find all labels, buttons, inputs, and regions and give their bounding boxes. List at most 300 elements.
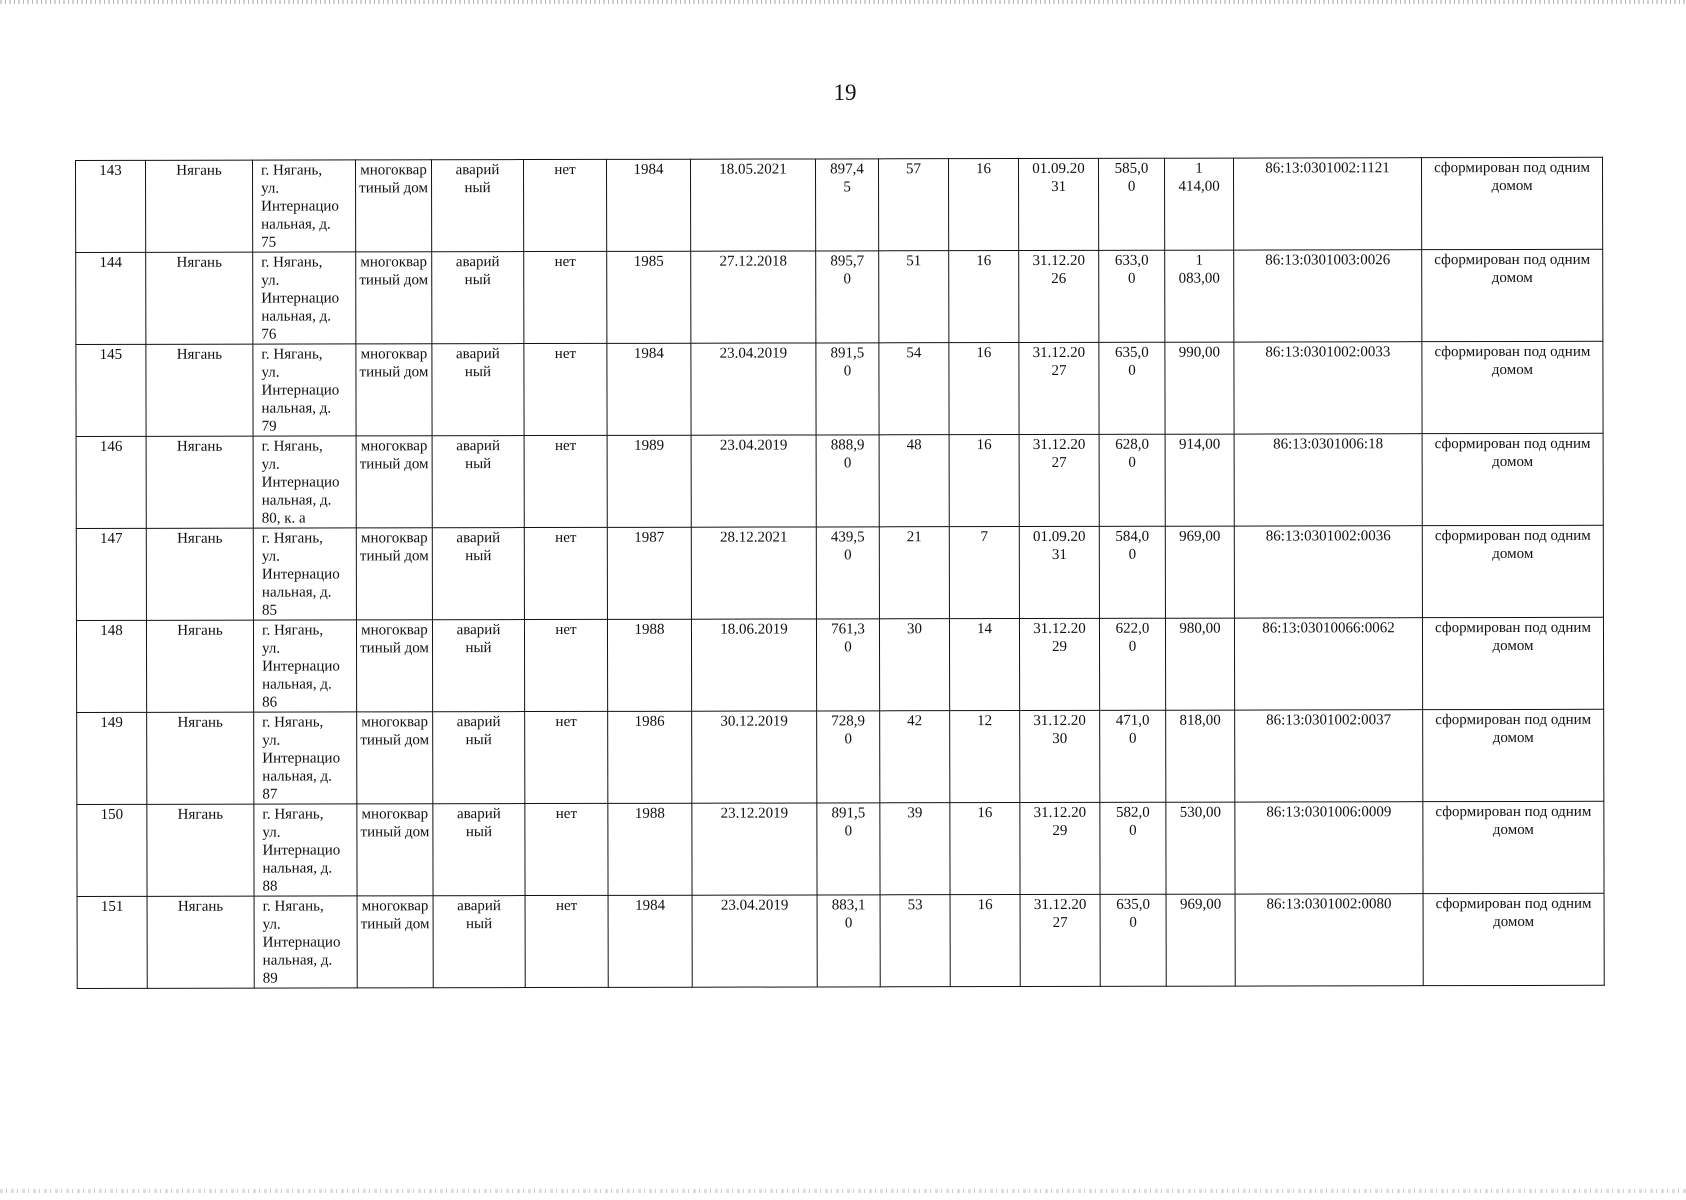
cell-flag: нет	[524, 435, 607, 527]
cell-area-total-line: 969,00	[1179, 896, 1222, 913]
cell-address-line: г. Нягань,	[262, 714, 324, 731]
cell-deadline	[1020, 894, 1100, 986]
cell-area-total-line: 414,00	[1178, 178, 1220, 195]
cell-area-line: 728,9	[831, 713, 866, 730]
cell-area-total-line: 1	[1195, 252, 1203, 269]
cell-area-line: 883,1	[831, 897, 866, 914]
cell-row-number: 143	[76, 160, 146, 252]
cell-residents: 51	[879, 251, 949, 343]
cell-year: 1984	[608, 895, 692, 987]
cell-address-line: ул.	[262, 824, 281, 841]
cell-building-type	[357, 712, 433, 804]
table-row	[76, 617, 1603, 712]
cell-row-number: 144	[76, 252, 146, 344]
cell-address-line: г. Нягань,	[262, 806, 324, 823]
cell-land-status: сформирован под одним домом	[1422, 341, 1603, 433]
cell-building-type-line: тиный дом	[359, 364, 429, 381]
cell-building-type	[356, 344, 432, 436]
cell-address	[253, 252, 356, 344]
cell-cadastral-number: 86:13:0301002:1121	[1233, 158, 1421, 250]
cell-area-land-line: 0	[1129, 914, 1137, 931]
cell-cadastral-number: 86:13:0301003:0026	[1234, 250, 1422, 342]
cell-area-line: 0	[844, 731, 852, 748]
cell-residents: 54	[879, 343, 949, 435]
cell-area-total-line: 083,00	[1178, 270, 1220, 287]
cell-deadline-line: 27	[1051, 454, 1067, 471]
cell-building-type-line: тиный дом	[360, 640, 429, 657]
cell-address-line: 87	[262, 786, 278, 803]
cell-area-land-line: 0	[1127, 178, 1136, 195]
cell-building-type-line: тиный дом	[359, 548, 429, 565]
cell-area-land-line: 471,0	[1115, 712, 1150, 729]
cell-area-total-line: 914,00	[1178, 436, 1221, 453]
cell-residents: 48	[879, 435, 949, 527]
cell-area-total	[1165, 342, 1234, 434]
cell-apartments: 16	[949, 343, 1019, 435]
cell-row-number: 147	[76, 528, 146, 620]
cell-address-line: ул.	[261, 364, 280, 381]
cell-address	[254, 804, 357, 896]
cell-area-total	[1166, 802, 1235, 894]
scan-edge-top	[0, 0, 1686, 4]
cell-row-number: 146	[76, 436, 146, 528]
cell-area-land-line: 584,0	[1115, 528, 1150, 545]
cell-residents: 42	[880, 711, 950, 803]
cell-flag: нет	[524, 251, 607, 343]
cell-year: 1989	[607, 435, 691, 527]
cell-deadline-line: 31	[1051, 178, 1067, 195]
cell-year: 1988	[608, 803, 692, 895]
cell-date: 23.04.2019	[692, 895, 817, 987]
cell-area-total	[1166, 710, 1235, 802]
cell-deadline	[1019, 250, 1099, 342]
cell-building-type-line: многоквар	[360, 254, 428, 271]
cell-area-land	[1099, 342, 1165, 434]
cell-area	[817, 711, 880, 803]
cell-address-line: ул.	[261, 272, 280, 289]
cell-building-type-line: многоквар	[360, 438, 428, 455]
cell-condition	[432, 160, 524, 252]
cell-address	[254, 896, 357, 988]
cell-address-line: 75	[261, 234, 277, 251]
table-row	[76, 249, 1603, 344]
cell-cadastral-number: 86:13:03010066:0062	[1234, 618, 1422, 710]
cell-land-status: сформирован под одним домом	[1422, 525, 1603, 617]
cell-building-type	[357, 804, 433, 896]
cell-area-line: 439,5	[830, 529, 865, 546]
cell-residents: 21	[879, 527, 949, 619]
cell-building-type	[356, 620, 432, 712]
table-row	[76, 433, 1603, 528]
cell-year: 1987	[607, 527, 691, 619]
cell-year: 1984	[606, 159, 690, 251]
cell-apartments: 14	[949, 619, 1019, 711]
cell-condition-line: аварий	[455, 162, 500, 179]
cell-address-line: нальная, д.	[262, 768, 332, 785]
cell-area-line: 891,5	[831, 805, 866, 822]
cell-address-line: нальная, д.	[261, 400, 332, 417]
cell-land-status: сформирован под одним домом	[1423, 801, 1604, 893]
cell-deadline-line: 01.09.20	[1033, 528, 1086, 545]
cell-condition	[432, 436, 524, 528]
cell-condition-line: аварий	[456, 530, 501, 547]
cell-area-land	[1099, 618, 1165, 710]
cell-address-line: Интернацио	[262, 750, 341, 767]
cell-address-line: ул.	[261, 548, 280, 565]
cell-city: Нягань	[147, 712, 254, 804]
cell-building-type-line: многоквар	[360, 162, 427, 179]
cell-city: Нягань	[146, 528, 253, 620]
cell-apartments: 16	[950, 895, 1020, 987]
cell-area	[817, 895, 880, 987]
cell-area-total	[1164, 158, 1233, 250]
cell-residents: 30	[879, 619, 949, 711]
cell-address	[253, 436, 356, 528]
cell-cadastral-number: 86:13:0301006:0009	[1235, 802, 1423, 894]
cell-area-total-line: 530,00	[1179, 804, 1222, 821]
cell-land-status: сформирован под одним домом	[1423, 709, 1604, 801]
table-row	[76, 157, 1603, 252]
cell-deadline-line: 31.12.20	[1033, 804, 1087, 821]
cell-deadline-line: 31.12.20	[1033, 896, 1087, 913]
cell-deadline	[1019, 434, 1099, 526]
cell-condition-line: ный	[464, 180, 491, 197]
cell-row-number: 149	[77, 712, 147, 804]
cell-condition-line: ный	[465, 456, 492, 473]
cell-row-number: 148	[76, 620, 146, 712]
cell-residents: 39	[880, 803, 950, 895]
cell-area-land-line: 0	[1128, 638, 1137, 655]
cell-area	[816, 527, 879, 619]
cell-condition-line: аварий	[456, 622, 501, 639]
cell-apartments: 16	[949, 435, 1019, 527]
cell-deadline	[1019, 342, 1099, 434]
cell-address-line: Интернацио	[261, 198, 339, 215]
cell-deadline-line: 30	[1052, 730, 1068, 747]
cell-condition-line: аварий	[456, 438, 500, 455]
cell-condition	[433, 712, 525, 804]
cell-area-land-line: 0	[1128, 730, 1137, 747]
cell-condition	[432, 528, 524, 620]
cell-condition-line: ный	[465, 824, 492, 841]
cell-deadline	[1019, 618, 1099, 710]
cell-area	[817, 803, 880, 895]
cell-area	[816, 251, 879, 343]
cell-building-type-line: многоквар	[360, 346, 428, 363]
cell-land-status: сформирован под одним домом	[1422, 249, 1603, 341]
cell-address-line: нальная, д.	[262, 952, 333, 969]
cell-address-line: Интернацио	[261, 382, 340, 399]
cell-deadline-line: 31.12.20	[1032, 344, 1086, 361]
cell-condition-line: ный	[465, 548, 492, 565]
page-number: 19	[833, 80, 857, 105]
cell-land-status: сформирован под одним домом	[1423, 893, 1604, 985]
cell-flag: нет	[524, 527, 607, 619]
cell-area-total-line: 1	[1195, 160, 1203, 177]
cell-condition-line: аварий	[456, 806, 501, 823]
cell-deadline-line: 31.12.20	[1033, 620, 1086, 637]
cell-area	[816, 343, 879, 435]
cell-condition-line: ный	[465, 732, 492, 749]
scan-edge-bottom	[0, 1189, 1686, 1193]
cell-area-land-line: 0	[1128, 546, 1137, 563]
cell-area-land	[1099, 526, 1165, 618]
cell-condition	[433, 896, 525, 988]
cell-address-line: г. Нягань,	[261, 162, 323, 179]
cell-area-line: 0	[844, 639, 852, 656]
cell-area-line: 0	[843, 363, 852, 380]
cell-cadastral-number: 86:13:0301002:0037	[1235, 710, 1423, 802]
cell-address-line: Интернацио	[262, 842, 341, 859]
cell-year: 1988	[607, 619, 691, 711]
cell-area-land-line: 622,0	[1115, 620, 1150, 637]
cell-condition	[433, 804, 525, 896]
cell-building-type-line: многоквар	[361, 622, 428, 639]
cell-deadline-line: 26	[1051, 270, 1067, 287]
cell-date: 18.06.2019	[691, 619, 816, 711]
cell-address-line: ул.	[261, 456, 280, 473]
cell-deadline-line: 29	[1052, 822, 1068, 839]
cell-condition-line: ный	[465, 640, 492, 657]
cell-address-line: ул.	[261, 180, 280, 197]
cell-year: 1985	[607, 251, 691, 343]
cell-address	[253, 344, 356, 436]
cell-city: Нягань	[147, 804, 254, 896]
cell-building-type	[356, 436, 432, 528]
cell-city: Нягань	[146, 252, 253, 344]
cell-year: 1986	[608, 711, 692, 803]
cell-apartments: 16	[948, 159, 1018, 251]
cell-area-land-line: 628,0	[1115, 436, 1149, 453]
cell-cadastral-number: 86:13:0301002:0033	[1234, 342, 1422, 434]
cell-flag: нет	[524, 159, 607, 251]
cell-area-land-line: 585,0	[1114, 160, 1149, 177]
cell-address	[253, 528, 356, 620]
cell-address-line: 79	[261, 418, 277, 435]
cell-condition-line: ный	[464, 364, 492, 381]
cell-deadline-line: 01.09.20	[1032, 160, 1085, 177]
cell-address	[254, 712, 357, 804]
cell-city: Нягань	[147, 896, 254, 988]
cell-building-type-line: тиный дом	[359, 180, 428, 197]
cell-area-total-line: 969,00	[1179, 528, 1221, 545]
cell-address-line: нальная, д.	[261, 492, 332, 509]
cell-area-line: 891,5	[830, 345, 865, 362]
cell-deadline-line: 31	[1051, 546, 1067, 563]
cell-building-type	[356, 252, 432, 344]
cell-building-type	[356, 528, 432, 620]
cell-address-line: нальная, д.	[262, 860, 333, 877]
cell-address-line: 85	[261, 602, 277, 619]
cell-area-line: 0	[844, 547, 852, 564]
registry-body	[76, 157, 1605, 988]
cell-apartments: 7	[949, 527, 1019, 619]
cell-building-type-line: многоквар	[360, 530, 428, 547]
cell-land-status: сформирован под одним домом	[1422, 433, 1603, 525]
cell-address-line: 80, к. а	[261, 510, 306, 527]
cell-area-total	[1165, 250, 1234, 342]
cell-building-type-line: многоквар	[361, 714, 429, 731]
cell-deadline-line: 27	[1051, 362, 1067, 379]
cell-building-type	[357, 896, 433, 988]
cell-address-line: г. Нягань,	[261, 254, 323, 271]
cell-flag: нет	[525, 711, 608, 803]
cell-area	[815, 159, 878, 251]
cell-address-line: 86	[262, 694, 278, 711]
table-row	[77, 893, 1604, 988]
cell-address-line: ул.	[262, 732, 281, 749]
cell-area-land	[1100, 802, 1166, 894]
cell-flag: нет	[524, 343, 607, 435]
cell-date: 23.04.2019	[691, 343, 816, 435]
cell-row-number: 151	[77, 896, 147, 988]
cell-area-line: 897,4	[830, 161, 864, 178]
cell-area	[816, 619, 879, 711]
cell-city: Нягань	[146, 620, 253, 712]
cell-deadline-line: 27	[1052, 914, 1068, 931]
cell-area-line: 888,9	[830, 437, 865, 454]
table-row	[76, 525, 1603, 620]
cell-condition-line: аварий	[457, 898, 501, 915]
cell-date: 23.12.2019	[692, 803, 817, 895]
cell-flag: нет	[525, 895, 608, 987]
cell-address-line: Интернацио	[261, 474, 340, 491]
cell-area-total	[1165, 434, 1234, 526]
cell-address-line: ул.	[262, 916, 281, 933]
cell-address-line: Интернацио	[262, 658, 340, 675]
cell-area-total	[1165, 618, 1234, 710]
cell-address-line: нальная, д.	[261, 216, 331, 233]
cell-building-type-line: тиный дом	[360, 732, 430, 749]
cell-area-land-line: 0	[1128, 454, 1136, 471]
cell-condition-line: аварий	[455, 254, 500, 271]
cell-building-type	[356, 160, 432, 252]
cell-condition	[432, 620, 524, 712]
cell-deadline	[1018, 158, 1098, 250]
cell-area-land-line: 0	[1127, 270, 1136, 287]
cell-building-type-line: тиный дом	[359, 456, 429, 473]
cell-area-land	[1099, 434, 1165, 526]
cell-city: Нягань	[146, 344, 253, 436]
housing-registry-table	[75, 157, 1605, 989]
cell-condition	[432, 252, 524, 344]
cell-building-type-line: многоквар	[361, 806, 429, 823]
cell-address-line: 88	[262, 878, 278, 895]
cell-land-status: сформирован под одним домом	[1421, 157, 1602, 249]
cell-flag: нет	[525, 803, 608, 895]
cell-building-type-line: тиный дом	[360, 824, 430, 841]
cell-apartments: 16	[950, 803, 1020, 895]
cell-apartments: 12	[950, 711, 1020, 803]
cell-deadline-line: 29	[1052, 638, 1068, 655]
cell-residents: 57	[878, 159, 948, 251]
cell-address-line: г. Нягань,	[261, 438, 323, 455]
cell-area-land-line: 582,0	[1115, 804, 1150, 821]
cell-city: Нягань	[146, 436, 253, 528]
cell-building-type-line: многоквар	[361, 898, 429, 915]
cell-address-line: нальная, д.	[261, 584, 332, 601]
cell-area-line: 0	[844, 823, 853, 840]
cell-date: 27.12.2018	[691, 251, 816, 343]
cell-row-number: 145	[76, 344, 146, 436]
cell-city: Нягань	[146, 160, 253, 252]
cell-area-total	[1166, 894, 1235, 986]
cell-cadastral-number: 86:13:0301006:18	[1234, 434, 1422, 526]
cell-building-type-line: тиный дом	[359, 272, 429, 289]
cell-area-land	[1100, 894, 1166, 986]
cell-address-line: нальная, д.	[262, 676, 332, 693]
cell-deadline-line: 31.12.20	[1032, 252, 1085, 269]
cell-address	[253, 160, 356, 252]
cell-address-line: 76	[261, 326, 277, 343]
cell-building-type-line: тиный дом	[360, 916, 430, 933]
cell-area-total-line: 818,00	[1179, 712, 1221, 729]
cell-deadline	[1019, 526, 1099, 618]
cell-date: 28.12.2021	[691, 527, 816, 619]
cell-cadastral-number: 86:13:0301002:0080	[1235, 894, 1423, 986]
cell-area-total	[1165, 526, 1234, 618]
cell-land-status: сформирован под одним домом	[1422, 617, 1603, 709]
cell-condition-line: ный	[466, 916, 493, 933]
cell-area-land-line: 635,0	[1115, 344, 1149, 361]
cell-address-line: г. Нягань,	[261, 530, 323, 547]
cell-area-line: 0	[843, 455, 852, 472]
cell-deadline	[1020, 710, 1100, 802]
cell-area-land-line: 633,0	[1114, 252, 1149, 269]
cell-flag: нет	[524, 619, 607, 711]
cell-area-land-line: 635,0	[1116, 896, 1150, 913]
cell-area-line: 0	[844, 915, 853, 932]
cell-address-line: ул.	[262, 640, 281, 657]
cell-date: 30.12.2019	[692, 711, 817, 803]
cell-deadline-line: 31.12.20	[1033, 712, 1086, 729]
cell-area-line: 0	[843, 271, 852, 288]
cell-address-line: г. Нягань,	[261, 622, 324, 639]
cell-address-line: Интернацио	[261, 290, 340, 307]
cell-address-line: 89	[262, 970, 278, 987]
cell-deadline	[1020, 802, 1100, 894]
cell-apartments: 16	[949, 251, 1019, 343]
cell-area-total-line: 980,00	[1179, 620, 1221, 637]
cell-area-land	[1100, 710, 1166, 802]
cell-condition-line: аварий	[456, 714, 501, 731]
cell-address-line: г. Нягань,	[262, 898, 324, 915]
cell-area-land-line: 0	[1129, 822, 1137, 839]
cell-condition-line: аварий	[456, 346, 500, 363]
table-row	[77, 801, 1604, 896]
cell-cadastral-number: 86:13:0301002:0036	[1234, 526, 1422, 618]
cell-date: 23.04.2019	[691, 435, 816, 527]
table-row	[76, 341, 1603, 436]
cell-area-land-line: 0	[1128, 362, 1136, 379]
cell-date: 18.05.2021	[690, 159, 815, 251]
cell-area-line: 5	[843, 179, 851, 196]
cell-address-line: г. Нягань,	[261, 346, 323, 363]
cell-area-line: 895,7	[830, 253, 865, 270]
table-row	[77, 709, 1604, 804]
cell-address-line: нальная, д.	[261, 308, 331, 325]
cell-condition-line: ный	[464, 272, 491, 289]
cell-area-line: 761,3	[831, 621, 865, 638]
cell-area-total-line: 990,00	[1178, 344, 1221, 361]
cell-area-land	[1099, 250, 1165, 342]
cell-year: 1984	[607, 343, 691, 435]
cell-address-line: Интернацио	[262, 934, 341, 951]
cell-area-land	[1098, 158, 1164, 250]
cell-deadline-line: 31.12.20	[1032, 436, 1086, 453]
cell-address-line: Интернацио	[261, 566, 340, 583]
cell-row-number: 150	[77, 804, 147, 896]
